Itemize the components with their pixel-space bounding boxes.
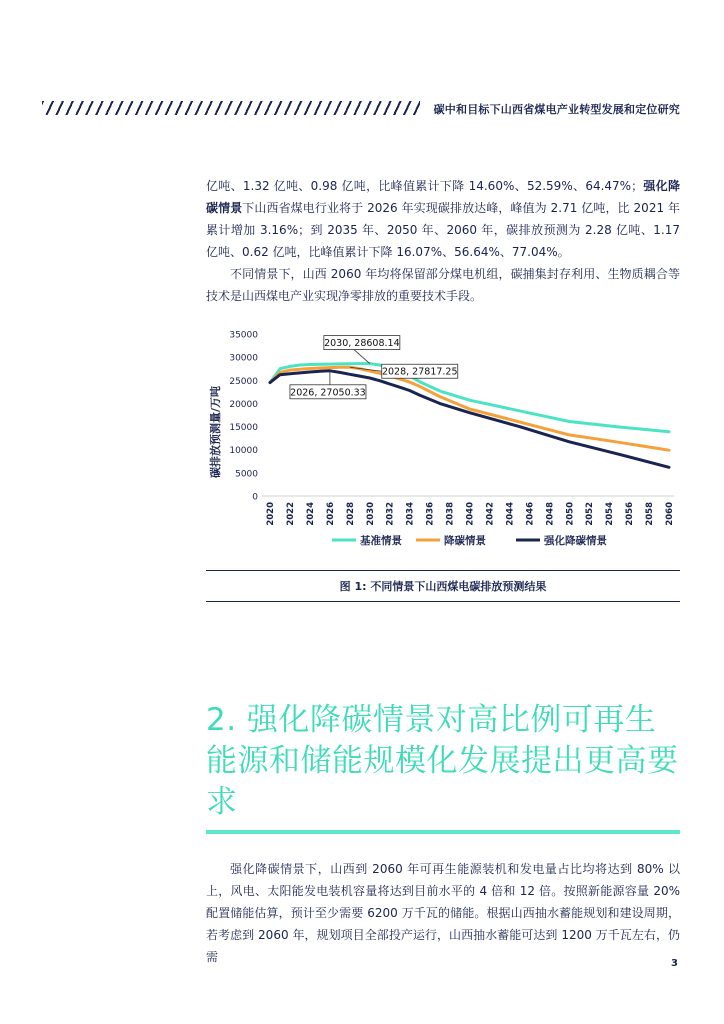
body-paragraph-2: 不同情景下，山西 2060 年均将保留部分煤电机组，碳捕集封存利用、生物质耦合等技术是山西煤电产业实现净零排放的重要技术手段。 bbox=[206, 267, 680, 303]
paragraph-1-bold-term: 强化降碳情景 bbox=[206, 179, 680, 215]
x-tick-group bbox=[585, 502, 595, 526]
page-number: 3 bbox=[671, 958, 678, 969]
x-tick-label: 2038 bbox=[445, 502, 456, 526]
x-tick-label: 2048 bbox=[545, 502, 556, 526]
x-tick-label: 2024 bbox=[305, 502, 316, 526]
x-tick-group bbox=[525, 502, 535, 526]
caption-rule-bottom bbox=[206, 601, 680, 602]
x-tick-group bbox=[306, 502, 316, 526]
paragraph-1-text-b: 下山西省煤电行业将于 2026 年实现碳排放达峰，峰值为 2.71 亿吨，比 2021 年累计增加 3.16%；到 2035 年、2050 年、2060 年，碳排放预测为 2.28 亿吨、1.17 亿吨、0.62 亿吨，比峰值累计下降 16.07%、56.64%、77.04%。 bbox=[206, 201, 680, 259]
x-tick-group bbox=[286, 502, 296, 526]
callout-leader bbox=[354, 350, 370, 364]
x-tick-label: 2028 bbox=[345, 502, 356, 526]
legend-label: 降碳情景 bbox=[444, 535, 486, 547]
body-paragraph-3: 强化降碳情景下，山西到 2060 年可再生能源装机和发电量占比均将达到 80% 以上，风电、太阳能发电装机容量将达到目前水平的 4 倍和 12 倍。按照新能源容量 20% 配置储能估算，预计至少需要 6200 万千瓦的储能。根据山西抽水蓄能规划和建设周期，若考虑到 2060 年，规划项目全部投产运行，山西抽水蓄能可达到 1200 万千瓦左右，仍需 bbox=[206, 862, 680, 964]
x-tick-label: 2044 bbox=[505, 502, 516, 526]
y-axis-title-group bbox=[208, 386, 222, 478]
x-tick-group bbox=[645, 502, 655, 526]
callout-label: 2030, 28608.14 bbox=[324, 338, 400, 350]
x-tick-group bbox=[346, 502, 356, 526]
x-tick-group bbox=[326, 502, 336, 526]
x-tick-group bbox=[426, 502, 436, 526]
legend-label: 强化降碳情景 bbox=[544, 535, 607, 547]
header-stripe-decoration bbox=[42, 101, 420, 115]
x-tick-group bbox=[466, 502, 476, 526]
x-tick-label: 2052 bbox=[585, 502, 596, 526]
x-tick-label: 2042 bbox=[485, 502, 496, 526]
body-paragraph-1 bbox=[206, 175, 680, 263]
x-tick-label: 2050 bbox=[565, 502, 576, 526]
chart-legend bbox=[332, 534, 607, 547]
x-tick-group bbox=[505, 502, 515, 526]
x-tick-label: 2020 bbox=[266, 502, 276, 526]
y-tick-label: 20000 bbox=[229, 399, 258, 410]
y-tick-label: 30000 bbox=[229, 353, 258, 364]
callout-label: 2026, 27050.33 bbox=[290, 387, 366, 399]
running-header-title: 碳中和目标下山西省煤电产业转型发展和定位研究 bbox=[433, 103, 680, 116]
x-tick-group bbox=[406, 502, 416, 526]
section-heading-underline bbox=[206, 830, 680, 834]
x-tick-group bbox=[625, 502, 635, 526]
x-tick-label: 2054 bbox=[605, 502, 616, 526]
y-axis-ticks bbox=[229, 331, 258, 503]
x-tick-label: 2034 bbox=[405, 502, 416, 526]
x-tick-label: 2026 bbox=[325, 502, 336, 526]
x-tick-group bbox=[366, 502, 376, 526]
x-tick-label: 2058 bbox=[645, 502, 656, 526]
x-tick-label: 2030 bbox=[365, 502, 376, 526]
x-tick-group bbox=[565, 502, 575, 526]
y-tick-label: 15000 bbox=[229, 423, 258, 434]
x-tick-label: 2022 bbox=[285, 502, 296, 526]
x-tick-label: 2032 bbox=[385, 502, 396, 526]
x-tick-group bbox=[605, 502, 615, 526]
y-axis-title: 碳排放预测量/万吨 bbox=[209, 385, 222, 479]
figure-caption: 图 1: 不同情景下山西煤电碳排放预测结果 bbox=[339, 580, 547, 593]
callout-label: 2028, 27817.25 bbox=[381, 366, 458, 378]
section-heading: 2. 强化降碳情景对高比例可再生能源和储能规模化发展提出更高要求 bbox=[206, 702, 679, 820]
x-tick-group bbox=[485, 502, 495, 526]
x-tick-label: 2046 bbox=[525, 502, 536, 526]
caption-rule-top bbox=[206, 570, 680, 571]
x-tick-label: 2060 bbox=[665, 502, 675, 526]
legend-label: 基准情景 bbox=[360, 535, 402, 547]
y-tick-label: 5000 bbox=[235, 469, 258, 480]
x-tick-group bbox=[386, 502, 396, 526]
x-axis-ticks bbox=[266, 502, 675, 526]
x-tick-label: 2036 bbox=[425, 502, 436, 526]
x-tick-label: 2040 bbox=[465, 502, 476, 526]
x-tick-label: 2056 bbox=[625, 502, 636, 526]
y-tick-label: 35000 bbox=[229, 330, 258, 341]
y-tick-label: 0 bbox=[252, 492, 258, 503]
emissions-forecast-chart bbox=[206, 318, 680, 558]
y-tick-label: 25000 bbox=[229, 376, 258, 387]
x-tick-group bbox=[545, 502, 555, 526]
x-tick-group bbox=[266, 502, 276, 526]
paragraph-1-text-a: 亿吨、1.32 亿吨、0.98 亿吨，比峰值累计下降 14.60%、52.59%、64.47%； bbox=[206, 179, 644, 193]
x-tick-group bbox=[446, 502, 456, 526]
x-tick-group bbox=[665, 502, 675, 526]
y-tick-label: 10000 bbox=[229, 446, 258, 457]
